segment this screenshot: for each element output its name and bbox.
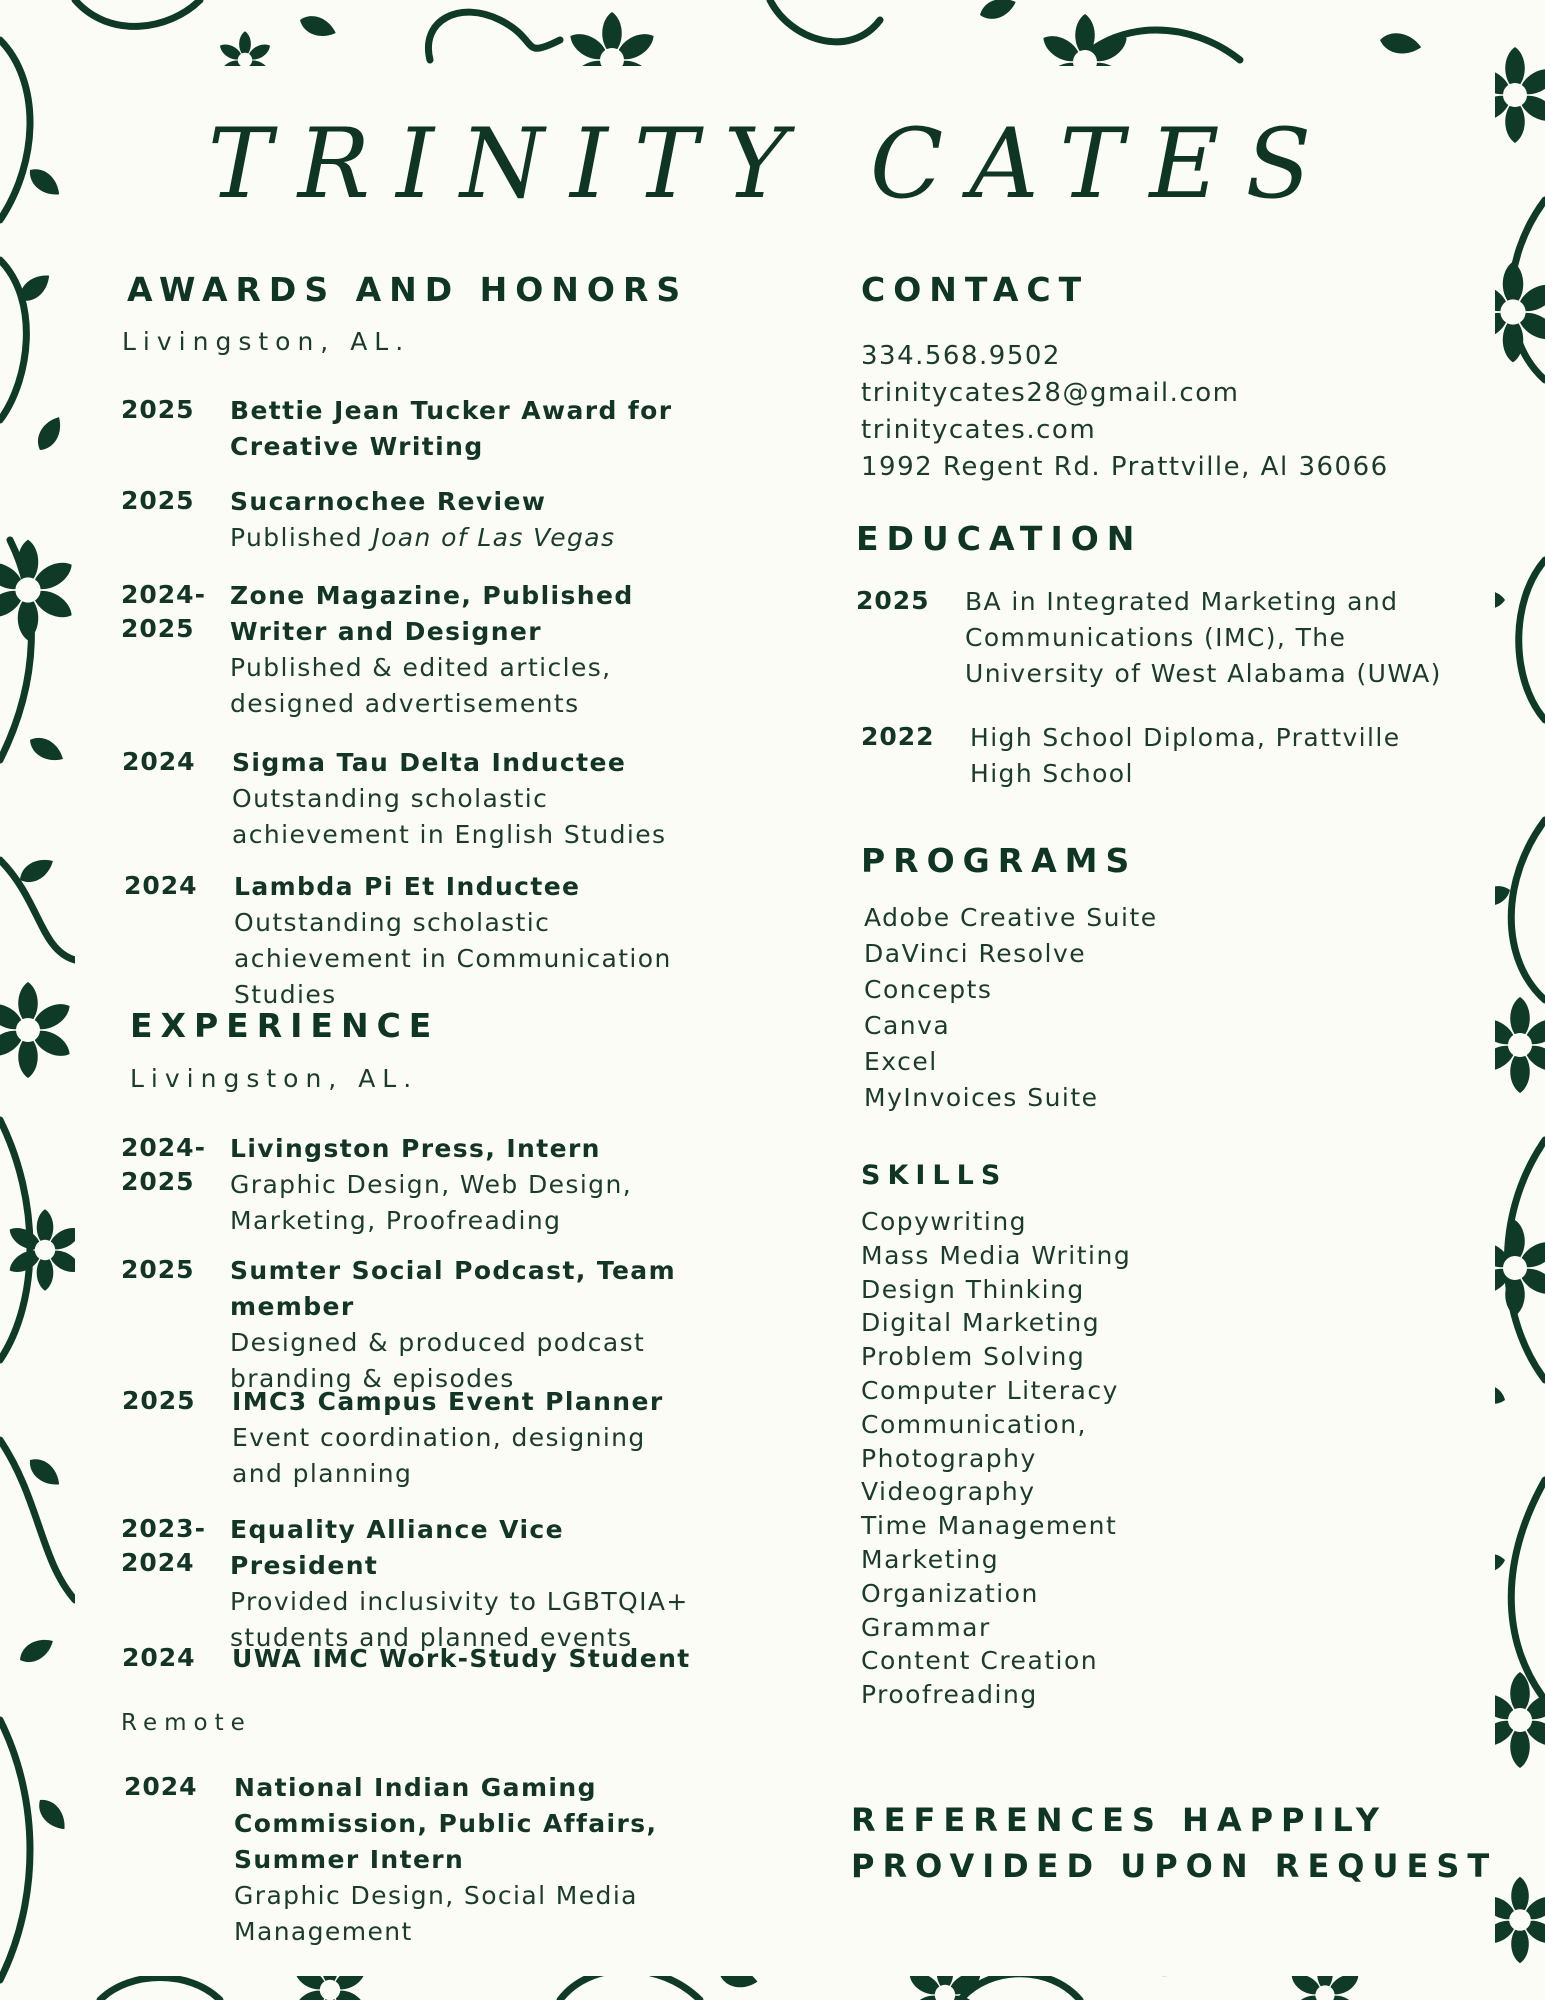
references-line-2: PROVIDED UPON REQUEST bbox=[851, 1847, 1498, 1885]
publication-title: Joan of Las Vegas bbox=[372, 523, 616, 552]
award-description: Outstanding scholastic achievement in English Studies bbox=[232, 784, 667, 849]
programs-heading: PROGRAMS bbox=[861, 841, 1138, 880]
programs-list bbox=[864, 900, 1158, 1116]
skill-item: Copywriting bbox=[861, 1207, 1028, 1236]
award-year: 2024 bbox=[122, 747, 196, 776]
award-title: Sigma Tau Delta Inductee bbox=[232, 748, 627, 777]
skill-item: Digital Marketing bbox=[861, 1308, 1101, 1338]
resume-name: TRINITY CATES bbox=[207, 108, 1338, 220]
experience-year: 2024 bbox=[124, 1772, 198, 1801]
experience-year: 2025 bbox=[121, 1255, 195, 1284]
education-year: 2022 bbox=[861, 722, 935, 751]
experience-year: 2025 bbox=[122, 1386, 196, 1415]
experience-title: Sumter Social Podcast, Team member bbox=[230, 1256, 677, 1321]
award-year: 2024-2025 bbox=[121, 580, 206, 643]
experience-heading: EXPERIENCE bbox=[130, 1006, 440, 1045]
skill-item: Computer Literacy bbox=[861, 1375, 1119, 1405]
experience-title: Equality Alliance Vice President bbox=[230, 1515, 564, 1580]
experience-description: Designed & produced podcast branding & episodes bbox=[230, 1328, 646, 1393]
skill-item: Problem Solving bbox=[861, 1342, 1086, 1372]
education-year: 2025 bbox=[856, 586, 930, 615]
skill-item: Videography bbox=[861, 1477, 1036, 1507]
education-heading: EDUCATION bbox=[856, 519, 1143, 558]
skill-item: Proofreading bbox=[861, 1680, 1038, 1710]
references-line-1: REFERENCES HAPPILY bbox=[851, 1801, 1387, 1839]
remote-label: Remote bbox=[121, 1710, 252, 1736]
award-description: Published & edited articles, designed advertisements bbox=[230, 653, 612, 718]
award-title: Lambda Pi Et Inductee bbox=[234, 872, 581, 901]
education-description: BA in Integrated Marketing and Communications (IMC), The University of West Alabama (UWA) bbox=[965, 587, 1442, 688]
awards-location: Livingston, AL. bbox=[122, 327, 411, 356]
award-description: Published Joan of Las Vegas bbox=[230, 523, 616, 552]
education-description: High School Diploma, Prattville High School bbox=[970, 723, 1401, 788]
award-year: 2025 bbox=[121, 395, 195, 424]
references-note bbox=[851, 1797, 1497, 1889]
experience-location: Livingston, AL. bbox=[130, 1064, 419, 1093]
program-item: Adobe Creative Suite bbox=[864, 903, 1158, 932]
experience-year: 2023-2024 bbox=[121, 1514, 206, 1577]
award-title: Zone Magazine, Published Writer and Designer bbox=[230, 581, 634, 646]
contact-phone: 334.568.9502 bbox=[861, 341, 1061, 371]
skill-item: Mass Media Writing bbox=[861, 1240, 1132, 1270]
awards-heading: AWARDS AND HONORS bbox=[127, 270, 689, 309]
skill-item: Design Thinking bbox=[861, 1274, 1085, 1304]
contact-email: trinitycates28@gmail.com bbox=[861, 378, 1240, 408]
contact-website: trinitycates.com bbox=[861, 415, 1097, 445]
program-item: MyInvoices Suite bbox=[864, 1083, 1099, 1112]
experience-description: Provided inclusivity to LGBTQIA+ students and planned events bbox=[230, 1587, 689, 1652]
experience-title: Livingston Press, Intern bbox=[230, 1134, 601, 1163]
award-title: Bettie Jean Tucker Award for Creative Writing bbox=[230, 396, 673, 461]
program-item: Canva bbox=[864, 1011, 951, 1040]
program-item: Concepts bbox=[864, 975, 993, 1004]
experience-description: Graphic Design, Social Media Management bbox=[234, 1881, 638, 1946]
skill-item: Time Management bbox=[861, 1511, 1118, 1541]
award-year: 2024 bbox=[124, 871, 198, 900]
skill-item: Grammar bbox=[861, 1612, 991, 1642]
contact-details bbox=[861, 338, 1389, 486]
award-title: Sucarnochee Review bbox=[230, 487, 547, 516]
skill-item: Photography bbox=[861, 1443, 1037, 1473]
program-item: Excel bbox=[864, 1047, 938, 1076]
experience-title: IMC3 Campus Event Planner bbox=[232, 1387, 664, 1416]
award-description: Outstanding scholastic achievement in Communication Studies bbox=[234, 908, 672, 1009]
experience-description: Event coordination, designing and planning bbox=[232, 1423, 646, 1488]
experience-year: 2024-2025 bbox=[121, 1133, 206, 1196]
contact-address: 1992 Regent Rd. Prattville, Al 36066 bbox=[861, 452, 1389, 482]
experience-title: National Indian Gaming Commission, Public Affairs, Summer Intern bbox=[234, 1773, 658, 1874]
skill-item: Content Creation bbox=[861, 1646, 1099, 1676]
contact-heading: CONTACT bbox=[861, 270, 1090, 309]
experience-description: Graphic Design, Web Design, Marketing, Proofreading bbox=[230, 1170, 633, 1235]
skills-list bbox=[861, 1205, 1131, 1712]
skill-item: Organization bbox=[861, 1578, 1039, 1608]
experience-title: UWA IMC Work-Study Student bbox=[232, 1644, 691, 1673]
skill-item: Communication, bbox=[861, 1409, 1087, 1439]
skills-heading: SKILLS bbox=[861, 1160, 1008, 1191]
program-item: DaVinci Resolve bbox=[864, 939, 1087, 968]
skill-item: Marketing bbox=[861, 1544, 1000, 1574]
award-year: 2025 bbox=[121, 486, 195, 515]
experience-year: 2024 bbox=[122, 1643, 196, 1672]
